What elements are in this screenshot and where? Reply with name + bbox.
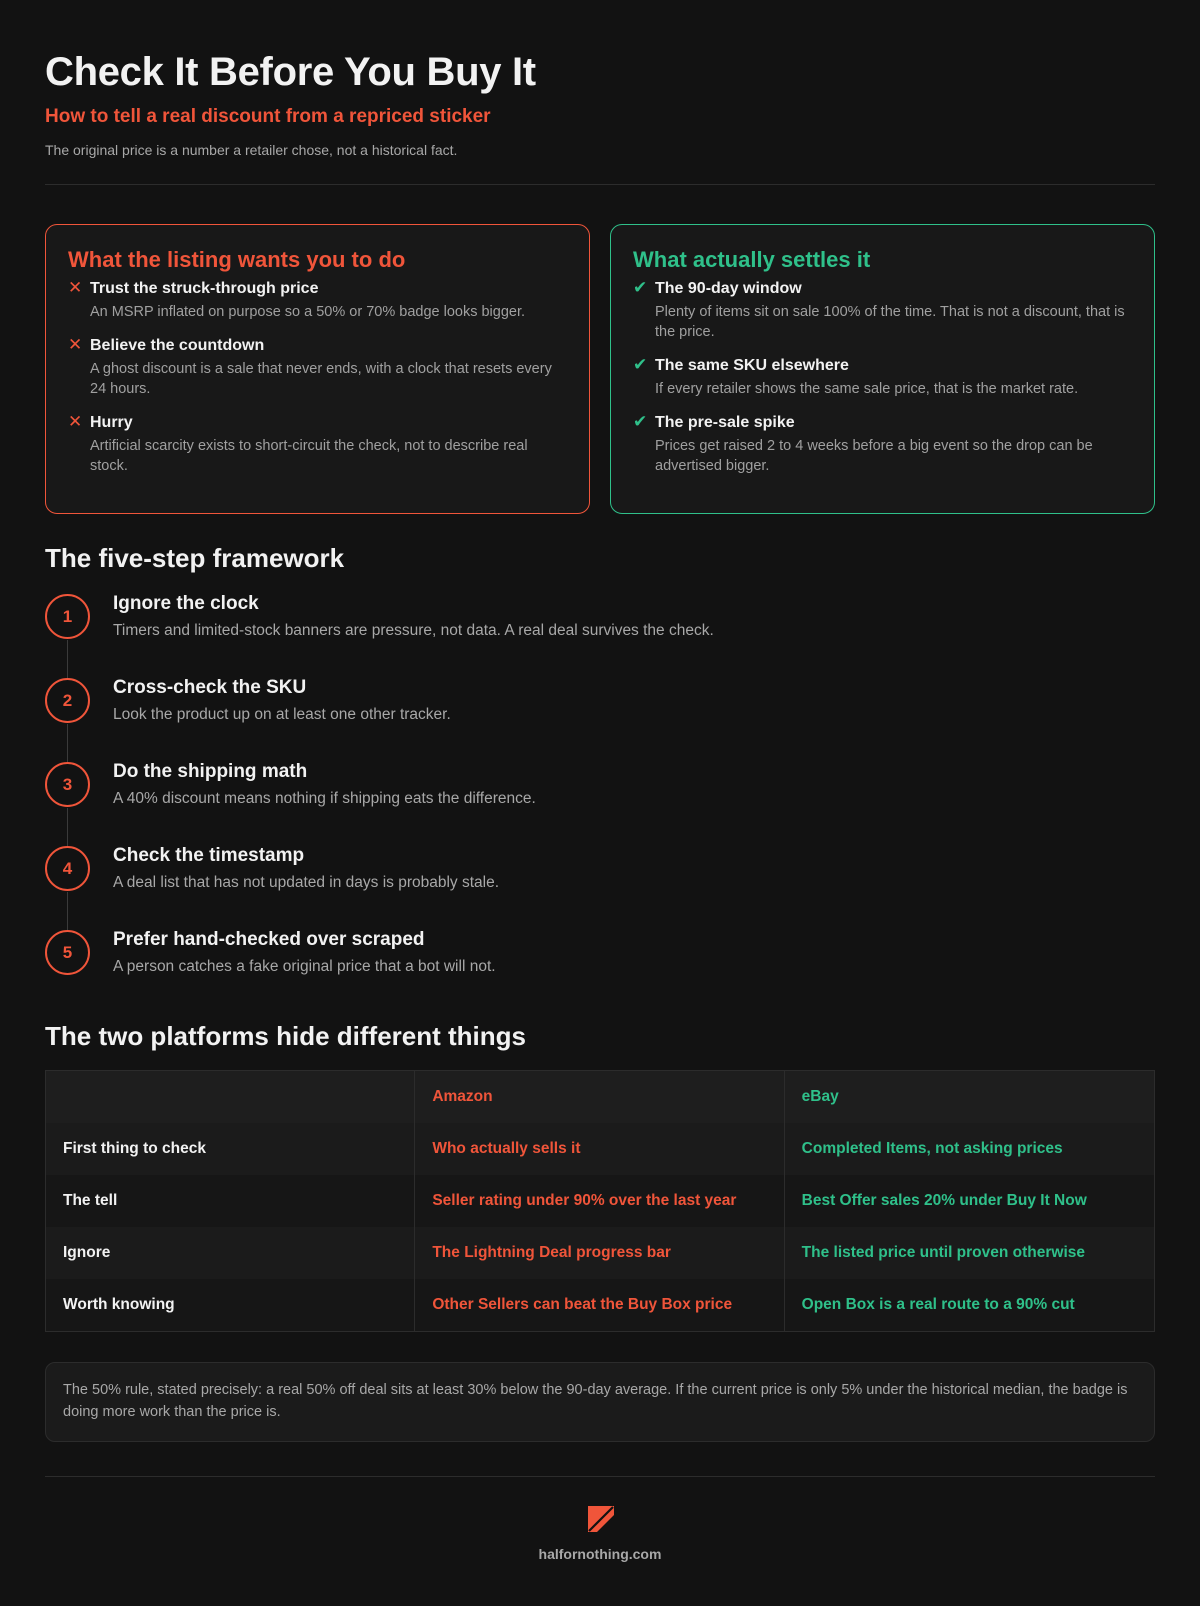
framework-step (45, 842, 1155, 902)
fifty-percent-rule-note: The 50% rule, stated precisely: a real 50% off deal sits at least 30% below the 90-day average. If the current price is only 5% under the historical median, the badge is doing more work than the price is. (45, 1362, 1155, 1442)
step-connector (67, 808, 68, 846)
listing-wants-panel (45, 224, 590, 514)
row-label: The tell (46, 1175, 415, 1227)
platforms-heading: The two platforms hide different things (45, 1021, 526, 1051)
actually-settles-heading: What actually settles it (633, 247, 871, 272)
listing-wants-item-title: Believe the countdown (90, 337, 265, 354)
half-slash-logo (588, 1506, 614, 1532)
table-header-blank (46, 1071, 415, 1123)
step-number: 5 (45, 930, 90, 975)
actually-settles-item-title: The 90-day window (655, 280, 802, 297)
page-subtitle: How to tell a real discount from a repriced sticker (45, 106, 491, 127)
listing-wants-item-title: Trust the struck-through price (90, 280, 319, 297)
framework-step (45, 674, 1155, 734)
step-number: 1 (45, 594, 90, 639)
row-label: Ignore (46, 1227, 415, 1279)
actually-settles-item-title: The same SKU elsewhere (655, 357, 849, 374)
step-title: Cross-check the SKU (113, 677, 307, 698)
actually-settles-item-title: The pre-sale spike (655, 414, 795, 431)
table-header-row (46, 1071, 1154, 1123)
check-icon: ✔ (633, 355, 648, 374)
listing-wants-heading: What the listing wants you to do (68, 247, 406, 272)
actually-settles-item-body: Prices get raised 2 to 4 weeks before a big event so the drop can be advertised bigger. (655, 438, 1093, 474)
framework-steps (45, 590, 1155, 980)
framework-step (45, 590, 1155, 650)
table-row (46, 1123, 1154, 1175)
framework-step (45, 926, 1155, 986)
ebay-cell: Open Box is a real route to a 90% cut (801, 1296, 1075, 1313)
step-body: Timers and limited-stock banners are pressure, not data. A real deal survives the check. (113, 622, 714, 639)
step-connector (67, 640, 68, 678)
x-icon: ✕ (68, 335, 83, 354)
listing-wants-item (68, 336, 567, 399)
site-link[interactable]: halfornothing.com (538, 1546, 662, 1562)
page-lede: The original price is a number a retailer chose, not a historical fact. (45, 142, 458, 158)
amazon-cell: Other Sellers can beat the Buy Box price (415, 1279, 784, 1331)
step-number: 3 (45, 762, 90, 807)
table-row (46, 1175, 1154, 1227)
actually-settles-item (633, 356, 1132, 399)
x-icon: ✕ (68, 278, 83, 297)
step-number: 2 (45, 678, 90, 723)
amazon-cell: Seller rating under 90% over the last year (415, 1175, 784, 1227)
platform-comparison-table (45, 1070, 1155, 1332)
x-icon: ✕ (68, 412, 83, 431)
listing-wants-item (68, 279, 567, 322)
footer-divider (45, 1476, 1155, 1477)
row-label: Worth knowing (46, 1279, 415, 1331)
table-row (46, 1227, 1154, 1279)
step-body: A 40% discount means nothing if shipping eats the difference. (113, 790, 536, 807)
listing-wants-item-body: Artificial scarcity exists to short-circuit the check, not to describe real stock. (90, 438, 528, 474)
step-title: Do the shipping math (113, 761, 308, 782)
listing-wants-item-body: An MSRP inflated on purpose so a 50% or 70% badge looks bigger. (90, 304, 526, 320)
header-divider (45, 184, 1155, 185)
step-connector (67, 892, 68, 930)
listing-wants-item-title: Hurry (90, 414, 133, 431)
table-header-ebay: eBay (801, 1088, 839, 1105)
step-body: Look the product up on at least one other tracker. (113, 706, 451, 723)
check-icon: ✔ (633, 278, 648, 297)
actually-settles-item-body: Plenty of items sit on sale 100% of the time. That is not a discount, that is the price. (655, 304, 1125, 340)
ebay-cell: The listed price until proven otherwise (801, 1244, 1086, 1261)
framework-step (45, 758, 1155, 818)
step-connector (67, 724, 68, 762)
ebay-cell: Completed Items, not asking prices (801, 1140, 1063, 1157)
step-body: A deal list that has not updated in days is probably stale. (113, 874, 500, 891)
framework-heading: The five-step framework (45, 543, 345, 573)
step-title: Prefer hand-checked over scraped (113, 929, 425, 950)
step-number: 4 (45, 846, 90, 891)
actually-settles-panel (610, 224, 1155, 514)
actually-settles-item-body: If every retailer shows the same sale price, that is the market rate. (655, 381, 1079, 397)
step-body: A person catches a fake original price that a bot will not. (113, 958, 496, 975)
amazon-cell: Who actually sells it (415, 1123, 784, 1175)
actually-settles-item (633, 413, 1132, 476)
check-icon: ✔ (633, 412, 648, 431)
ebay-cell: Best Offer sales 20% under Buy It Now (801, 1192, 1087, 1209)
table-row (46, 1279, 1154, 1331)
actually-settles-item (633, 279, 1132, 342)
page-title: Check It Before You Buy It (45, 50, 536, 94)
step-title: Ignore the clock (113, 593, 259, 614)
listing-wants-item-body: A ghost discount is a sale that never ends, with a clock that resets every 24 hours. (90, 361, 552, 397)
table-header-amazon: Amazon (415, 1071, 784, 1123)
amazon-cell: The Lightning Deal progress bar (415, 1227, 784, 1279)
step-title: Check the timestamp (113, 845, 305, 866)
row-label: First thing to check (46, 1123, 415, 1175)
listing-wants-item (68, 413, 567, 476)
